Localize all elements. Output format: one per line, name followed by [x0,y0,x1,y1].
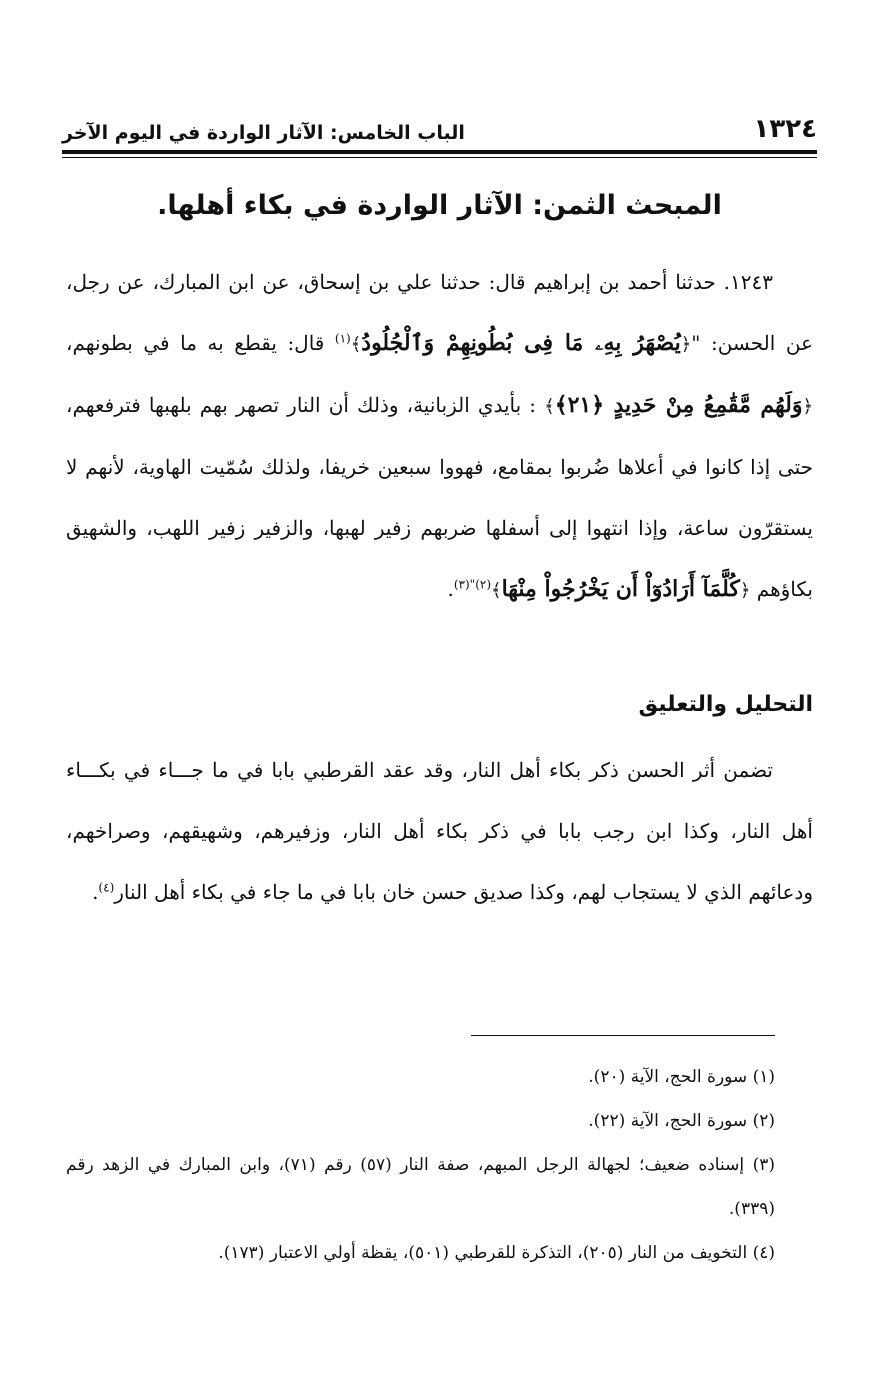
running-header-title: الباب الخامس: الآثار الواردة في اليوم الآخر [62,122,465,144]
footnote-4: (٤) التخويف من النار (٢٠٥)، التذكرة للقرطبي (٥٠١)، يقظة أولي الاعتبار (١٧٣). [218,1243,775,1263]
narration-number: ١٢٤٣. [723,270,773,294]
running-header [62,112,817,144]
section-heading: التحليل والتعليق [638,692,813,717]
footnote-ref-1: (١) [334,331,351,346]
narration-text-3: : بأيدي الزبانية، وذلك أن النار تصهر بهم بلهبها فترفعهم، حتى إذا كانوا في أعلاها ضُربوا بمقامع، فهووا سبعين خريفا، ولذلك سُمّيت الهاوية، لأنهم لا يستقرّون ساعة، وإذا انتهوا إلى أسفلها ضربهم زفير لهبها، والزفير زفير اللهب، والشهيق بكاؤهم [66,393,813,601]
commentary-paragraph: تضمن أثر الحسن ذكر بكاء أهل النار، وقد عقد القرطبي بابا في ما جـــاء في بكـــاء أهل النار، وكذا ابن رجب بابا في ذكر بكاء أهل النار، وزفيرهم، وشهيقهم، وصراخهم، ودعائهم الذي لا يستجاب لهم، وكذا صديق حسن خان بابا في ما جاء في بكاء أهل النار$^{(٤)}$. [66,758,813,904]
footnote-3: (٣) إسناده ضعيف؛ لجهالة الرجل المبهم، صفة النار (٥٧) رقم (٧١)، وابن المبارك في الزهد رقم (٣٣٩). [66,1155,775,1219]
footnote-1: (١) سورة الحج، الآية (٢٠). [588,1067,775,1087]
narration-paragraph: ١٢٤٣. حدثنا أحمد بن إبراهيم قال: حدثنا علي بن إسحاق، عن ابن المبارك، عن رجل، عن الحسن: "﴿يُصْهَرُ بِهِۦ مَا فِى بُطُونِهِمْ وَٱلْجُلُودُ﴾$^{(١)}$ قال: يقطع به ما في بطونهم، ﴿وَلَهُم مَّقَٰمِعُ مِنْ حَدِيدٍ ﴿٢١﴾﴾ : بأيدي الزبانية، وذلك أن النار تصهر بهم بلهبها فترفعهم، حتى إذا كانوا في أعلاها ضُربوا بمقامع، فهووا سبعين خريفا، ولذلك سُمّيت الهاوية، لأنهم لا يستقرّون ساعة، وإذا انتهوا إلى أسفلها ضربهم زفير لهبها، والزفير زفير اللهب، والشهيق بكاؤهم ﴿كُلَّمَآ أَرَادُوٓاْ أَن يَخْرُجُواْ مِنْهَا﴾$^{(٢)"(٣)}$. [66,270,814,602]
footnote-ref-2-3: (٢)"(٣) [453,577,492,592]
quran-verse-3: كُلَّمَآ أَرَادُوٓاْ أَن يَخْرُجُواْ مِنْهَا [501,576,740,602]
header-rule-thin [62,157,817,158]
narration-text-1: حدثنا أحمد بن إبراهيم قال: حدثنا علي بن إسحاق، عن ابن المبارك، عن رجل، عن الحسن: " [66,270,814,355]
footnote-2: (٢) سورة الحج، الآية (٢٢). [588,1111,775,1131]
narration-text-2: قال: يقطع به ما في بطونهم، [66,331,325,355]
footnote-separator [471,1035,775,1036]
footnotes [66,1055,775,1275]
footnote-ref-4: (٤) [98,880,115,895]
commentary-text: تضمن أثر الحسن ذكر بكاء أهل النار، وقد عقد القرطبي بابا في ما جـــاء في بكـــاء أهل النار، وكذا ابن رجب بابا في ذكر بكاء أهل النار، وزفيرهم، وشهيقهم، وصراخهم، ودعائهم الذي لا يستجاب لهم، وكذا صديق حسن خان بابا في ما جاء في بكاء أهل النار [66,758,813,904]
page-number: ١٣٢٤ [753,114,817,144]
quran-verse-1: يُصْهَرُ بِهِۦ مَا فِى بُطُونِهِمْ وَٱلْجُلُودُ [361,330,681,356]
quran-verse-2: وَلَهُم مَّقَٰمِعُ مِنْ حَدِيدٍ ﴿٢١﴾ [554,392,803,418]
header-rule-thick [62,150,817,154]
chapter-title: المبحث الثمن: الآثار الواردة في بكاء أهلها. [157,190,722,221]
